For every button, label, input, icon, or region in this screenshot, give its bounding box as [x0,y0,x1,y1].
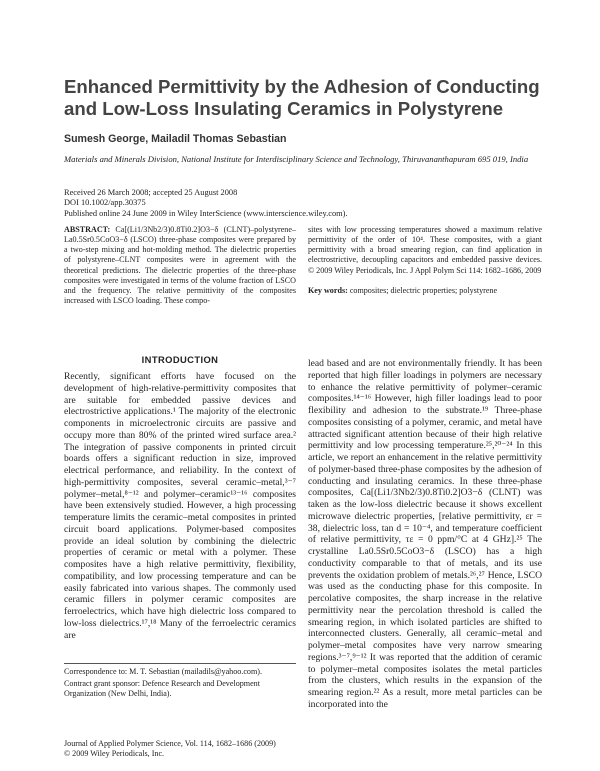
copyright-line: © 2009 Wiley Periodicals, Inc. [64,748,165,758]
keywords [308,286,542,296]
publication-dates [64,188,542,219]
correspondence-footnote: Correspondence to: M. T. Sebastian (mailadils@yahoo.com). [64,667,262,676]
introduction-left-column [64,371,296,641]
footnotes [64,667,296,700]
keywords-list: composites; dielectric properties; polystyrene [349,285,498,295]
abstract-left-column [64,225,296,306]
published-date: Published online 24 June 2009 in Wiley InterScience (www.interscience.wiley.com). [64,208,348,218]
abstract-label: ABSTRACT: [64,225,111,234]
keywords-label: Key words: [308,285,348,295]
received-date: Received 26 March 2008; accepted 25 August 2008 [64,188,238,197]
intro-paragraph-right: lead based and are not environmentally friendly. It has been reported that high filler loadings in polymers are necessary to enhance the relative permittivity of polymer–ceramic composites.¹⁴⁻¹⁶ However, high filler loadings lead to poor flexibility and adhesion to the substrate.¹⁹ Three-phase composites consisting of a polymer, ceramic, and metal have attracted significant attention because of their high relative permittivity and low processing temperature.²⁵,²⁰⁻²⁴ In this article, we report an enhancement in the relative permittivity of polymer-based three-phase composites by the adhesion of conducting and insulating ceramics. In these three-phase composites, Ca[(Li1/3Nb2/3)0.8Ti0.2]O3−δ (CLNT) was taken as the low-loss dielectric because it shows excellent microwave dielectric properties, [relative permittivity, εr = 38, dielectric loss, tan d = 10⁻⁴, and temperature coefficient of relative permittivity, τε = 0 ppm/°C at 4 GHz].²⁵ The crystalline La0.5Sr0.5CoO3−δ (LSCO) has a high conductivity comparable to that of metals, and its use prevents the oxidation problem of metals.²⁶,²⁷ Hence, LSCO was used as the conducting phase for this composite. In percolative composites, the sharp increase in the relative permittivity near the percolation threshold is called the smearing region, in which isolated particles are shifted to interconnected clusters. Generally, all ceramic–metal and polymer–metal composites have very narrow smearing regions.³⁻⁷,⁹⁻¹² It was reported that the addition of ceramic to polymer–metal composites isolates the metal particles from the clusters, which results in the expansion of the smearing region.²² As a result, more metal particles can be incorporated into the [308,358,542,710]
abstract-text-right: sites with low processing temperatures showed a maximum relative permittivity of the order of 10⁴. These composites, with a giant permittivity with a broad smearing region, can find application in electrostrictive, decoupling capacitors and embedded passive devices. © 2009 Wiley Periodicals, Inc. J Appl Polym Sci 114: 1682–1686, 2009 [308,225,542,275]
footnote-divider [64,663,296,664]
author-list: Sumesh George, Mailadil Thomas Sebastian [64,133,287,145]
paper-title: Enhanced Permittivity by the Adhesion of Conducting and Low-Loss Insulating Ceramics in Polystyrene [64,76,540,119]
abstract-text-left: Ca[(Li1/3Nb2/3)0.8Ti0.2]O3−δ (CLNT)–polystyrene–La0.5Sr0.5CoO3−δ (LSCO) three-phase composites were prepared by a two-step mixing and hot-molding method. The dielectric properties of polystyrene–CLNT composites were in agreement with the theoretical predictions. The dielectric properties of the three-phase composites were investigated in terms of the volume fraction of LSCO and the frequency. The relative permittivity of the composites increased with LSCO loading. These compo- [64,225,296,306]
journal-line: Journal of Applied Polymer Science, Vol. 114, 1682–1686 (2009) [64,739,276,748]
affiliation: Materials and Minerals Division, National Institute for Interdisciplinary Science and Technology, Thiruvananthapuram 695 019, India [64,154,529,164]
section-heading-introduction: INTRODUCTION [141,354,219,365]
intro-paragraph-left: Recently, significant efforts have focused on the development of high-relative-permittivity composites that are suitable for embedded passive devices and electrostrictive applications.¹ The majority of the electronic components in microelectronic circuits are passive and occupy more than 80% of the printed wired surface area.² The integration of passive components in printed circuit boards offers a significant reduction in size, improved electrical performance, and reliability. In the context of high-permittivity composites, several ceramic–metal,³⁻⁷ polymer–metal,⁸⁻¹² and polymer–ceramic¹³⁻¹⁶ composites have been extensively studied. However, a high processing temperature limits the ceramic–metal composites in printed circuit board applications. Polymer-based composites provide an ideal solution by combining the dielectric properties of ceramic or metal with a polymer. These composites have a high relative permittivity, flexibility, compatibility, and low processing temperature and can be easily fabricated into various shapes. The commonly used ceramic fillers in polymer ceramic composites are ferroelectrics, which have high dielectric loss compared to low-loss dielectrics.¹⁷,¹⁸ Many of the ferroelectric ceramics are [64,371,296,641]
abstract-right-column [308,225,542,296]
grant-footnote: Contract grant sponsor: Defence Research and Development Organization (New Delhi, India). [64,678,260,698]
introduction-right-column [308,358,542,711]
doi: DOI 10.1002/app.30375 [64,198,146,208]
journal-citation [64,739,296,759]
